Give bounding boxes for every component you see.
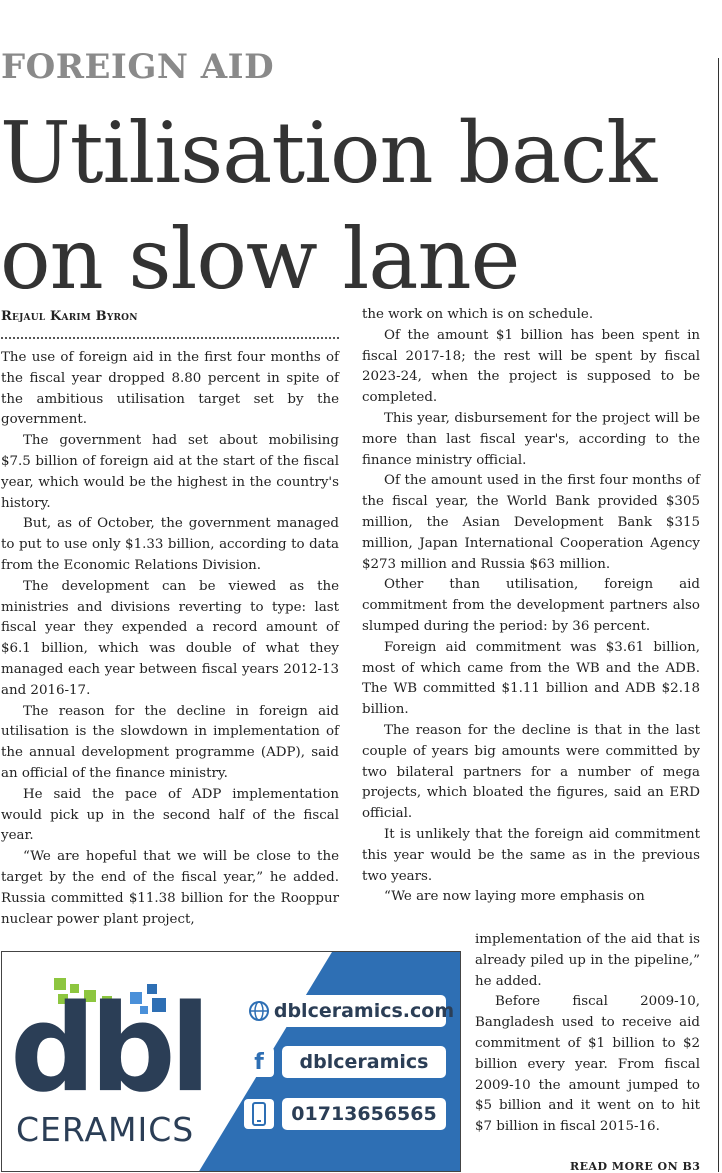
paragraph: The reason for the decline is that in the last couple of years big amounts were committed by two bilateral partners for a number of mega projects, which bloated the figures, said an ERD official.: [362, 722, 700, 822]
column-rule: [718, 58, 719, 1172]
ad-facebook[interactable]: dblceramics: [282, 1046, 446, 1078]
paragraph: “We are now laying more emphasis on: [384, 889, 645, 905]
mobile-phone-icon: [244, 1099, 274, 1129]
headline: [0, 100, 656, 312]
article-column-2: [362, 305, 700, 908]
paragraph: The reason for the decline in foreign aid utilisation is the slowdown in implementation of the annual development programme (ADP), said an official of the finance ministry.: [1, 703, 339, 781]
ad-website-row[interactable]: [244, 995, 455, 1027]
headline-line-1: Utilisation back: [0, 104, 657, 202]
facebook-icon: f: [244, 1047, 274, 1077]
ad-phone[interactable]: 01713656565: [282, 1098, 446, 1130]
paragraph: It is unlikely that the foreign aid commitment this year would be the same as in the previous two years.: [362, 826, 700, 884]
kicker: FOREIGN AID: [1, 47, 275, 87]
headline-line-2: on slow lane: [0, 210, 520, 308]
ad-facebook-row[interactable]: [244, 1046, 446, 1078]
paragraph: Of the amount used in the first four months of the fiscal year, the World Bank provided $305 million, the Asian Development Bank $315 million, Japan International Cooperation Agency $273 million and Russia $63 million.: [362, 473, 700, 572]
paragraph: “We are hopeful that we will be close to the target by the end of the fiscal year,” he added. Russia committed $11.38 billion for the Rooppur nuclear power plant project,: [1, 849, 339, 927]
paragraph: Other than utilisation, foreign aid commitment from the development partners also slumped during the period: by 36 percent.: [362, 577, 700, 634]
ad-website[interactable]: dblceramics.com: [282, 995, 446, 1027]
paragraph: Before fiscal 2009-10, Bangladesh used to receive aid commitment of $1 billion to $2 billion every year. From fiscal 2009-10 the amount jumped to $5 billion and it went on to hit $7 billion in fiscal 2015-16.: [475, 994, 700, 1135]
article-column-1: [1, 348, 339, 930]
paragraph: the work on which is on schedule.: [362, 307, 594, 322]
article-column-3: [475, 930, 700, 1138]
paragraph: He said the pace of ADP implementation would pick up in the second half of the fiscal year.: [1, 786, 339, 844]
read-more-link[interactable]: READ MORE ON B3: [570, 1160, 701, 1173]
paragraph: Of the amount $1 billion has been spent in fiscal 2017-18; the rest will be spent by fiscal 2023-24, when the project is supposed to be completed.: [362, 327, 700, 406]
ad-brand-sub: CERAMICS: [16, 1110, 195, 1149]
paragraph: Foreign aid commitment was $3.61 billion, most of which came from the WB and the ADB. The WB committed $1.11 billion and ADB $2.18 billion.: [362, 639, 700, 718]
paragraph: The development can be viewed as the ministries and divisions reverting to type: last fiscal year they expended a record amount of $6.1 billion, which was double of what they managed each year between fiscal years 2012-13 and 2016-17.: [1, 578, 339, 698]
paragraph: The government had set about mobilising $7.5 billion of foreign aid at the start of the fiscal year, which would be the highest in the country's history.: [1, 433, 339, 511]
paragraph: The use of foreign aid in the first four months of the fiscal year dropped 8.80 percent in spite of the ambitious utilisation target set by the government.: [1, 350, 339, 428]
ad-phone-row[interactable]: [244, 1098, 446, 1130]
ad-logo: dbl: [10, 980, 205, 1119]
byline-divider: [1, 337, 339, 339]
paragraph: This year, disbursement for the project will be more than last fiscal year's, according to the finance ministry official.: [362, 410, 700, 468]
globe-icon: [244, 996, 274, 1026]
byline: Rejaul Karim Byron: [1, 309, 138, 324]
paragraph: But, as of October, the government managed to put to use only $1.33 billion, according to data from the Economic Relations Division.: [1, 516, 339, 573]
paragraph: implementation of the aid that is already piled up in the pipeline,” he added.: [475, 932, 700, 989]
